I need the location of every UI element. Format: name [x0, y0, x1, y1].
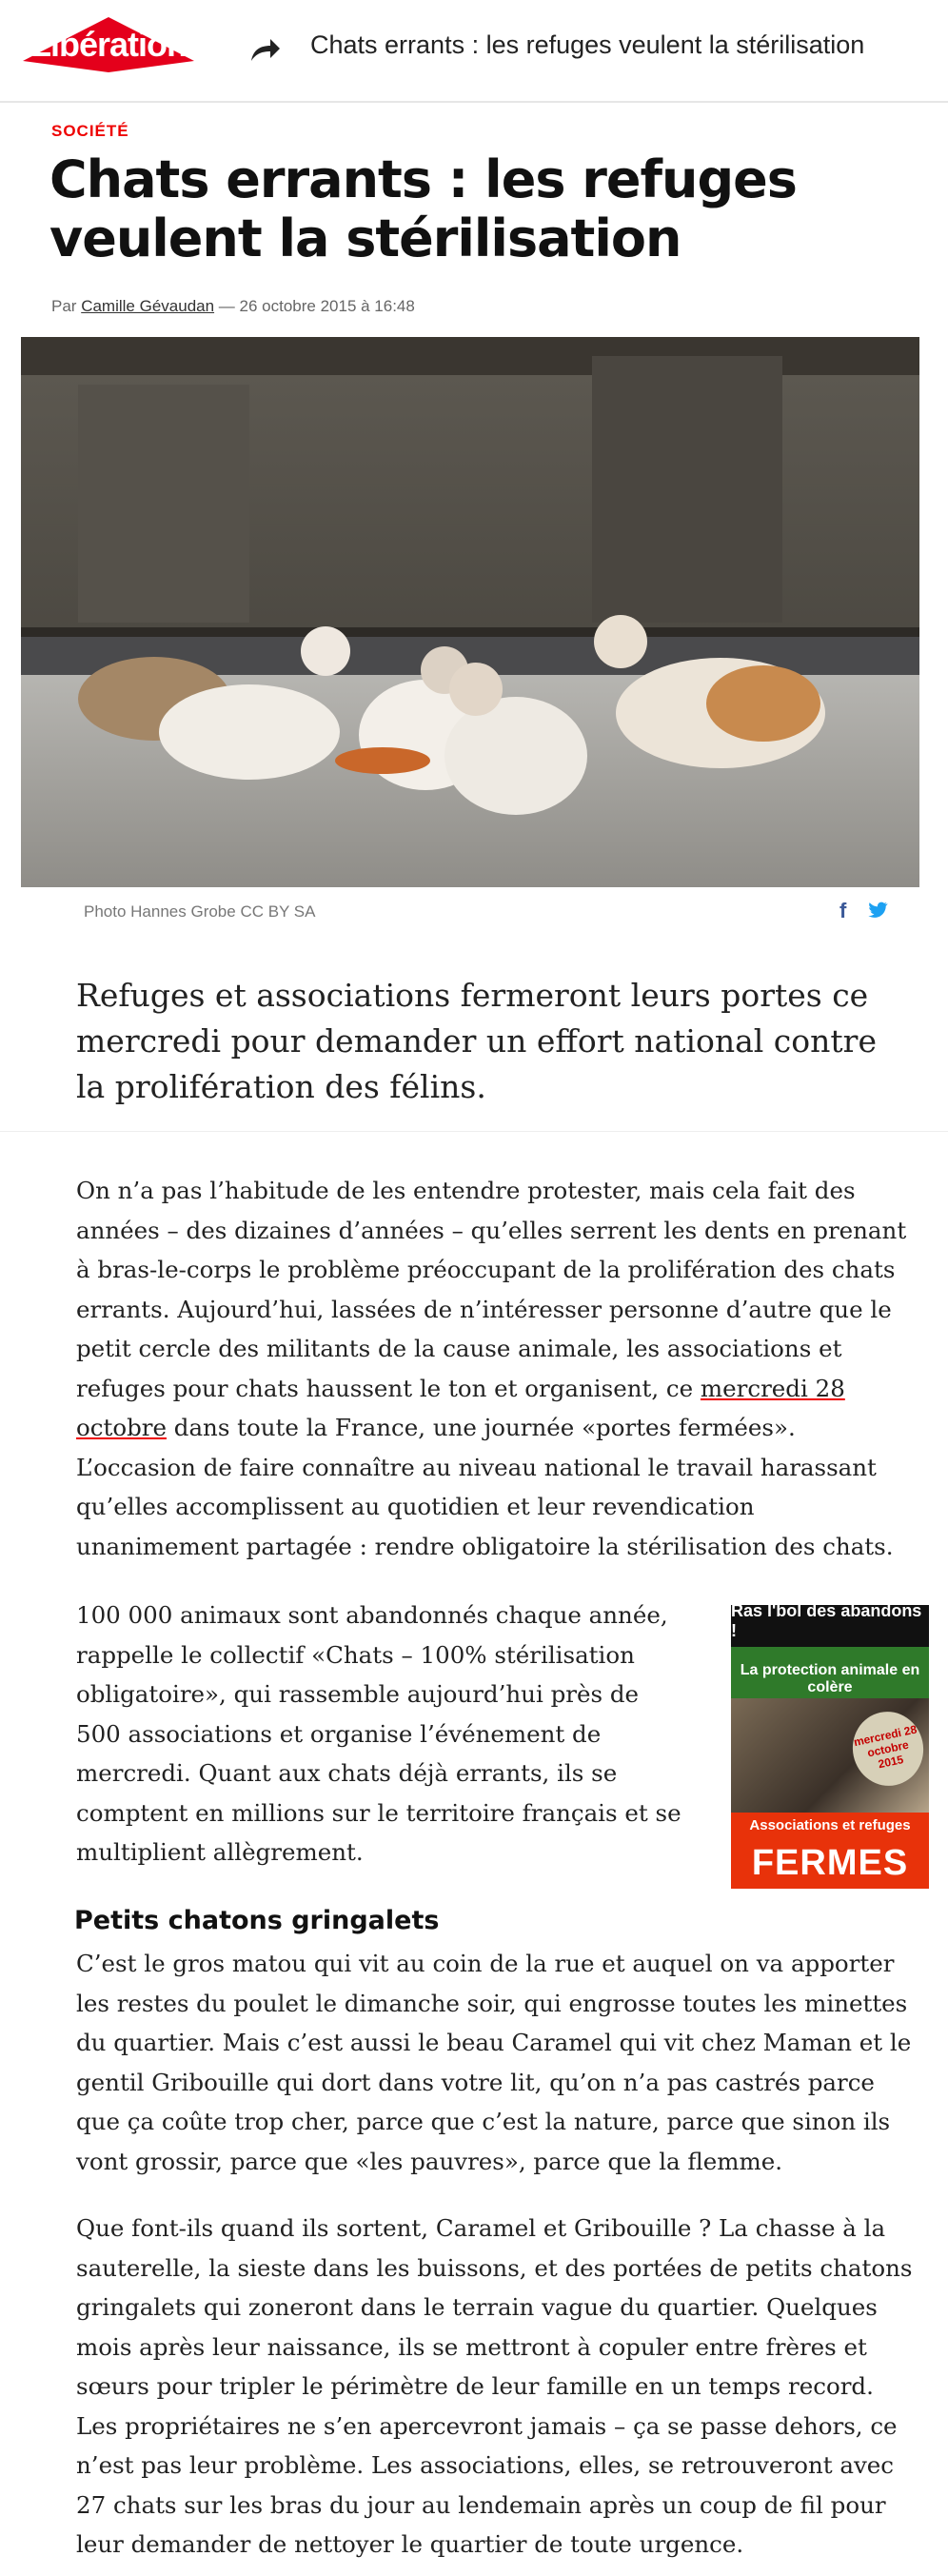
p1-text-before: On n’a pas l’habitude de les entendre protester, mais cela fait des années – des dizaines d’années – qu’elles serrent les dents en prenant à bras-le-corps le problème préoccupant de la prolifération des chats errants. Aujourd’hui, lassées de n’intéresser personne d’autre que le petit cercle des militants de la cause animale, les associations et refuges pour chats haussent le ton et organisent, ce [76, 1177, 907, 1402]
protest-poster-image [731, 1605, 929, 1889]
photo-caption: Photo Hannes Grobe CC BY SA [84, 902, 316, 921]
header-headline: Chats errants : les refuges veulent la stérilisation [310, 30, 865, 59]
logo-text: Libération [30, 25, 187, 64]
byline-date: — 26 octobre 2015 à 16:48 [218, 297, 415, 315]
article-title: Chats errants : les refuges veulent la stérilisation [49, 149, 797, 268]
poster-date-badge: mercredi 28 octobre 2015 [846, 1705, 929, 1793]
article-category[interactable]: SOCIÉTÉ [51, 122, 129, 140]
article-byline [51, 297, 415, 316]
poster-banner: La protection animale en colère [740, 1662, 920, 1695]
share-arrow-icon[interactable] [249, 36, 282, 65]
liberation-logo[interactable] [13, 13, 204, 76]
poster-fermes: FERMES [731, 1837, 929, 1889]
poster-headline: Ras l'bol des abandons ! [731, 1605, 922, 1640]
p1-text-after: dans toute la France, une journée «portes fermées». L’occasion de faire connaître au niveau national le travail harassant qu’elles accomplissent au quotidien et leur revendication unanimement partagée : rendre obligatoire la stérilisation des chats. [76, 1414, 894, 1560]
date-link[interactable]: mercredi 28 octobre [76, 1374, 845, 1441]
article-paragraph-4: Que font-ils quand ils sortent, Caramel et Gribouille ? La chasse à la sauterelle, la sieste dans les buissons, et des portées de petits chatons gringalets qui zoneront dans le terrain vague du quartier. Quelques mois après leur naissance, ils se mettront à copuler entre frères et sœurs pour tripler le périmètre de leur famille en un temps record. Les propriétaires ne s’en apercevront jamais – ça se passe dehors, ce n’est pas leur problème. Les associations, elles, se retrouveront avec 27 chats sur les bras du jour au lendemain après un coup de fil pour leur demander de nettoyer le quartier de toute urgence. [76, 2214, 913, 2558]
article-lead: Refuges et associations fermeront leurs portes ce mercredi pour demander un effort national contre la prolifération des félins. [76, 977, 877, 1105]
top-bar [0, 0, 948, 103]
byline-prefix: Par [51, 297, 77, 315]
author-link[interactable]: Camille Gévaudan [81, 297, 215, 315]
article-paragraph-2: 100 000 animaux sont abandonnés chaque année, rappelle le collectif «Chats – 100% stérilisation obligatoire», qui rassemble aujourd’hui près de 500 associations et organise l’événement de mercredi. Quant aux chats déjà errants, ils se comptent en millions sur le territoire français et se multiplient allègrement. [76, 1601, 681, 1866]
article-photo [21, 337, 919, 887]
twitter-share-icon[interactable] [866, 899, 889, 921]
facebook-share-icon[interactable]: f [839, 899, 847, 922]
lead-divider [0, 1131, 948, 1132]
article-subheading: Petits chatons gringalets [74, 1906, 440, 1935]
poster-assoc: Associations et refuges [731, 1813, 929, 1837]
article-paragraph-3: C’est le gros matou qui vit au coin de la rue et auquel on va apporter les restes du poulet le dimanche soir, qui engrosse toutes les minettes du quartier. Mais c’est aussi le beau Caramel qui vit chez Maman et le gentil Gribouille qui dort dans votre lit, qu’on n’a pas castrés parce que ça coûte trop cher, parce que c’est la nature, parce que sinon ils vont grossir, parce que «les pauvres», parce que la flemme. [76, 1950, 912, 2175]
article-paragraph-1 [76, 1171, 914, 1566]
